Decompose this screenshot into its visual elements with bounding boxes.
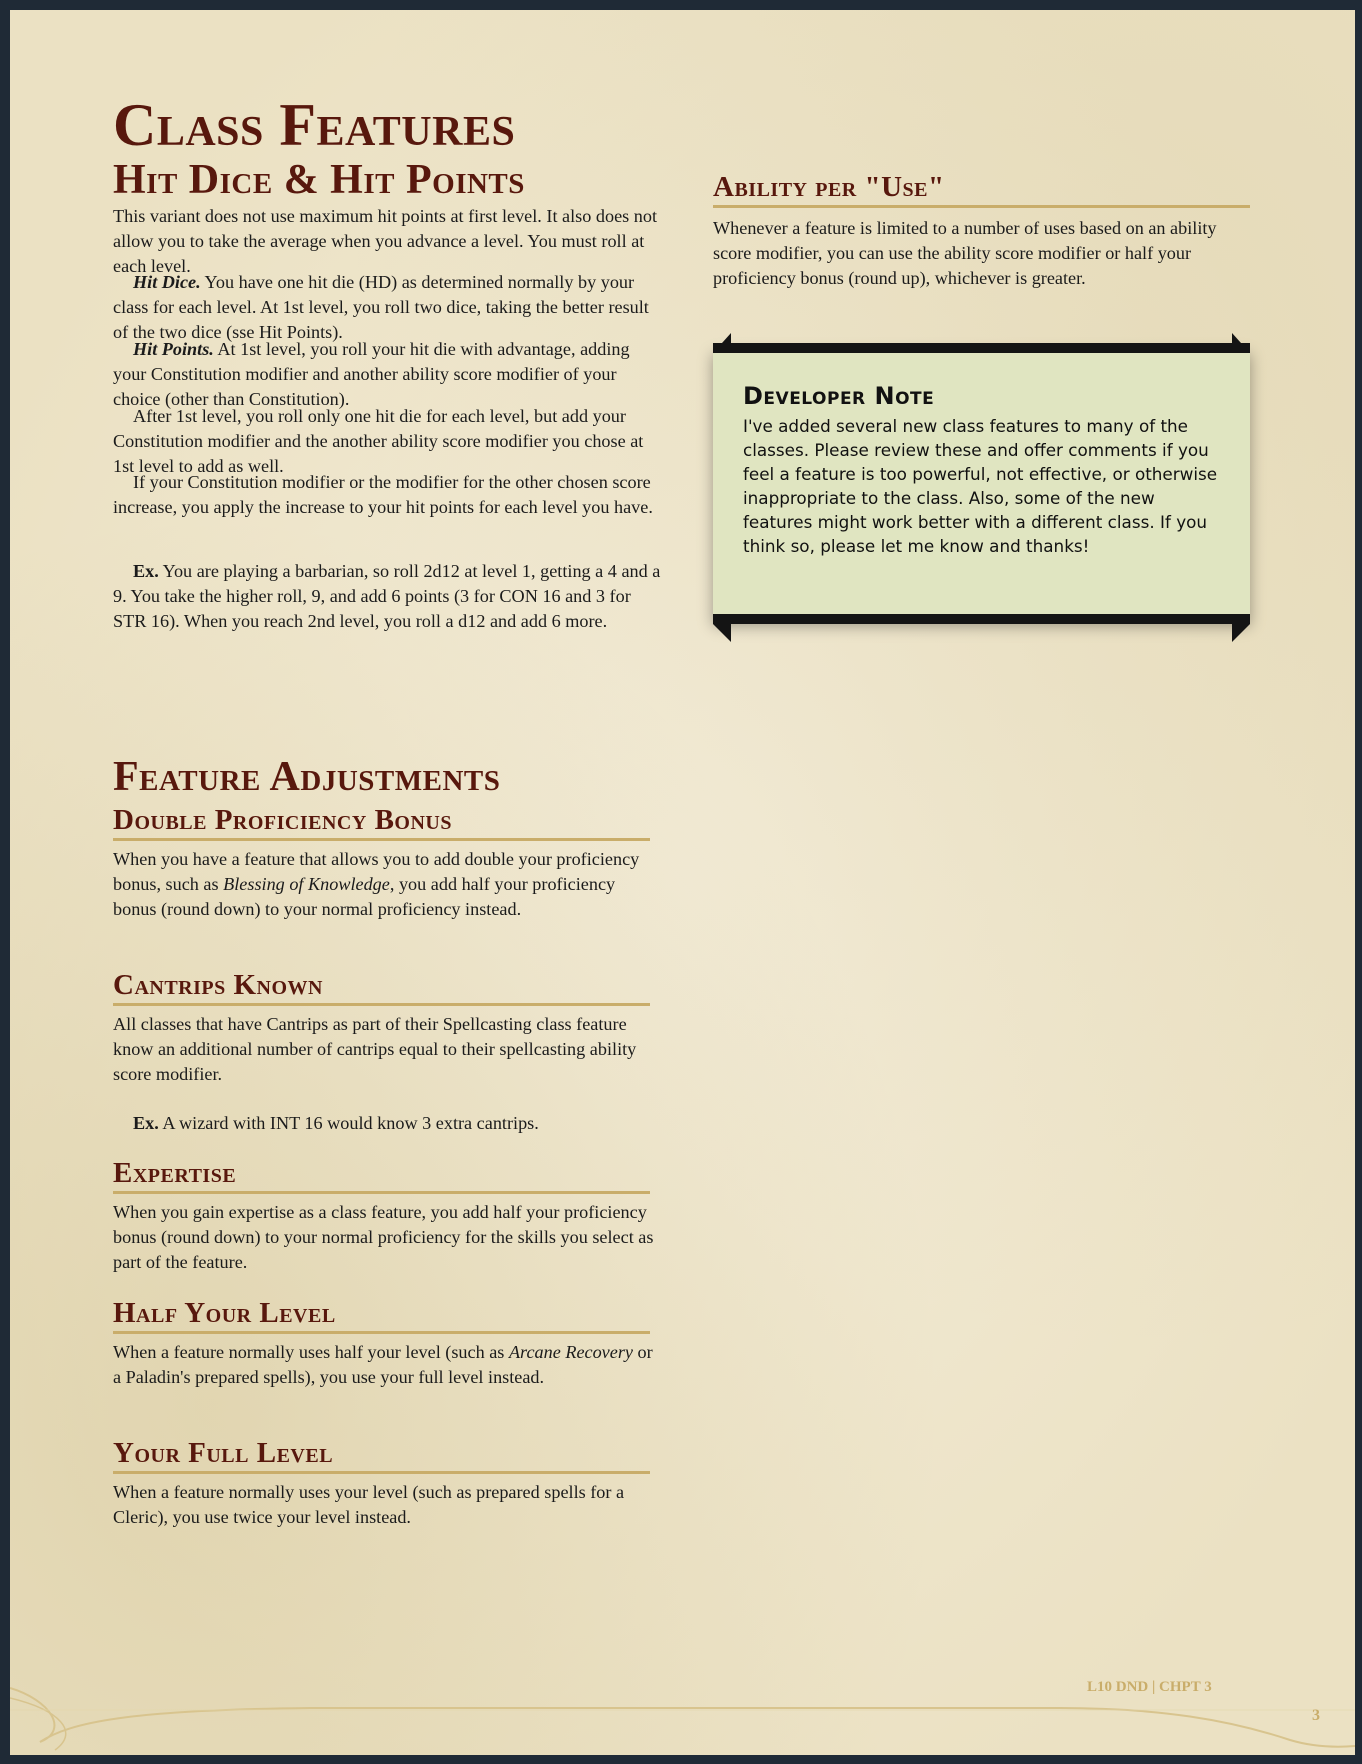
half-level-text-a: When a feature normally uses half your level (such as bbox=[113, 1342, 509, 1362]
example-label: Ex. bbox=[133, 561, 159, 581]
double-proficiency-text bbox=[113, 847, 661, 922]
hit-dice-paragraph bbox=[113, 270, 661, 345]
cantrips-example bbox=[113, 1111, 661, 1136]
developer-note-box bbox=[713, 348, 1250, 620]
ability-per-use-text: Whenever a feature is limited to a number of uses based on an ability score modifier, you can use the ability score modifier or half your proficiency bonus (round up), whichever is greater. bbox=[713, 218, 1217, 288]
hit-points-paragraph bbox=[113, 337, 661, 412]
double-proficiency-text-b: , you add half your proficiency bonus (round down) to your normal proficiency instead. bbox=[113, 874, 616, 919]
cantrips-example-text: A wizard with INT 16 would know 3 extra cantrips. bbox=[158, 1113, 539, 1133]
hit-dice-text: You have one hit die (HD) as determined normally by your class for each level. At 1st level, you roll two dice, taking the better result of the two dice (sse Hit Points). bbox=[113, 272, 649, 342]
cantrips-example-label: Ex. bbox=[133, 1113, 159, 1133]
cantrips-known-heading: Cantrips Known bbox=[113, 968, 650, 1006]
hit-points-label: Hit Points. bbox=[133, 339, 214, 359]
expertise-text: When you gain expertise as a class feature, you add half your proficiency bonus (round down) to your normal proficiency for the skills you select as part of the feature. bbox=[113, 1202, 654, 1272]
note-corner-top-right bbox=[1232, 333, 1250, 353]
developer-note-text: I've added several new class features to many of the classes. Please review these and offer comments if you feel a feature is too powerful, not effective, or otherwise inappropriate to the class. Also, some of the new features might work better with a different class. If you think so, please let me know and thanks! bbox=[743, 416, 1218, 556]
document-page bbox=[10, 10, 1355, 1755]
example-text: You are playing a barbarian, so roll 2d12 at level 1, getting a 4 and a 9. You take the higher roll, 9, and add 6 points (3 for CON 16 and 3 for STR 16). When you reach 2nd level, you roll a d12 and add 6 more. bbox=[113, 561, 661, 631]
half-level-text-b: or a Paladin's prepared spells), you use your full level instead. bbox=[113, 1342, 653, 1387]
hit-dice-label: Hit Dice. bbox=[133, 272, 201, 292]
page-title: Class Features bbox=[113, 92, 516, 158]
hit-dice-intro: This variant does not use maximum hit points at first level. It also does not allow you to take the average when you advance a level. You must roll at each level. bbox=[113, 206, 658, 276]
developer-note-title: Developer Note bbox=[743, 382, 935, 410]
hit-points-text: At 1st level, you roll your hit die with advantage, adding your Constitution modifier and another ability score modifier of your choice (other than Constitution). bbox=[113, 339, 630, 409]
arcane-recovery: Arcane Recovery bbox=[508, 1342, 633, 1362]
double-proficiency-heading: Double Proficiency Bonus bbox=[113, 803, 650, 841]
your-full-level-heading: Your Full Level bbox=[113, 1436, 650, 1474]
half-your-level-heading: Half Your Level bbox=[113, 1296, 650, 1334]
feature-adjustments-heading: Feature Adjustments bbox=[113, 754, 501, 800]
note-top-bar bbox=[713, 343, 1250, 353]
blessing-of-knowledge: Blessing of Knowledge bbox=[223, 874, 390, 894]
note-corner-bottom-right bbox=[1232, 624, 1250, 642]
page-number: 3 bbox=[1312, 1707, 1320, 1724]
expertise-heading: Expertise bbox=[113, 1156, 650, 1194]
double-proficiency-text-a: When you have a feature that allows you to add double your proficiency bonus, such as bbox=[113, 849, 640, 894]
hit-dice-heading: Hit Dice & Hit Points bbox=[113, 157, 525, 203]
increase-paragraph: If your Constitution modifier or the modifier for the other chosen score increase, you apply the increase to your hit points for each level you have. bbox=[113, 472, 653, 517]
note-bottom-bar bbox=[713, 614, 1250, 624]
cantrips-known-text: All classes that have Cantrips as part of their Spellcasting class feature know an additional number of cantrips equal to their spellcasting ability score modifier. bbox=[113, 1014, 637, 1084]
note-corner-bottom-left bbox=[713, 624, 731, 642]
footer-label: L10 DND | CHPT 3 bbox=[1087, 1679, 1212, 1695]
after-first-level-paragraph: After 1st level, you roll only one hit die for each level, but add your Constitution modifier and the another ability score modifier you chose at 1st level to add as well. bbox=[113, 406, 644, 476]
barbarian-example bbox=[113, 559, 661, 634]
half-your-level-text bbox=[113, 1340, 661, 1390]
note-corner-top-left bbox=[713, 333, 731, 353]
ability-per-use-heading: Ability per "Use" bbox=[713, 170, 1250, 208]
your-full-level-text: When a feature normally uses your level (such as prepared spells for a Cleric), you use twice your level instead. bbox=[113, 1482, 625, 1527]
